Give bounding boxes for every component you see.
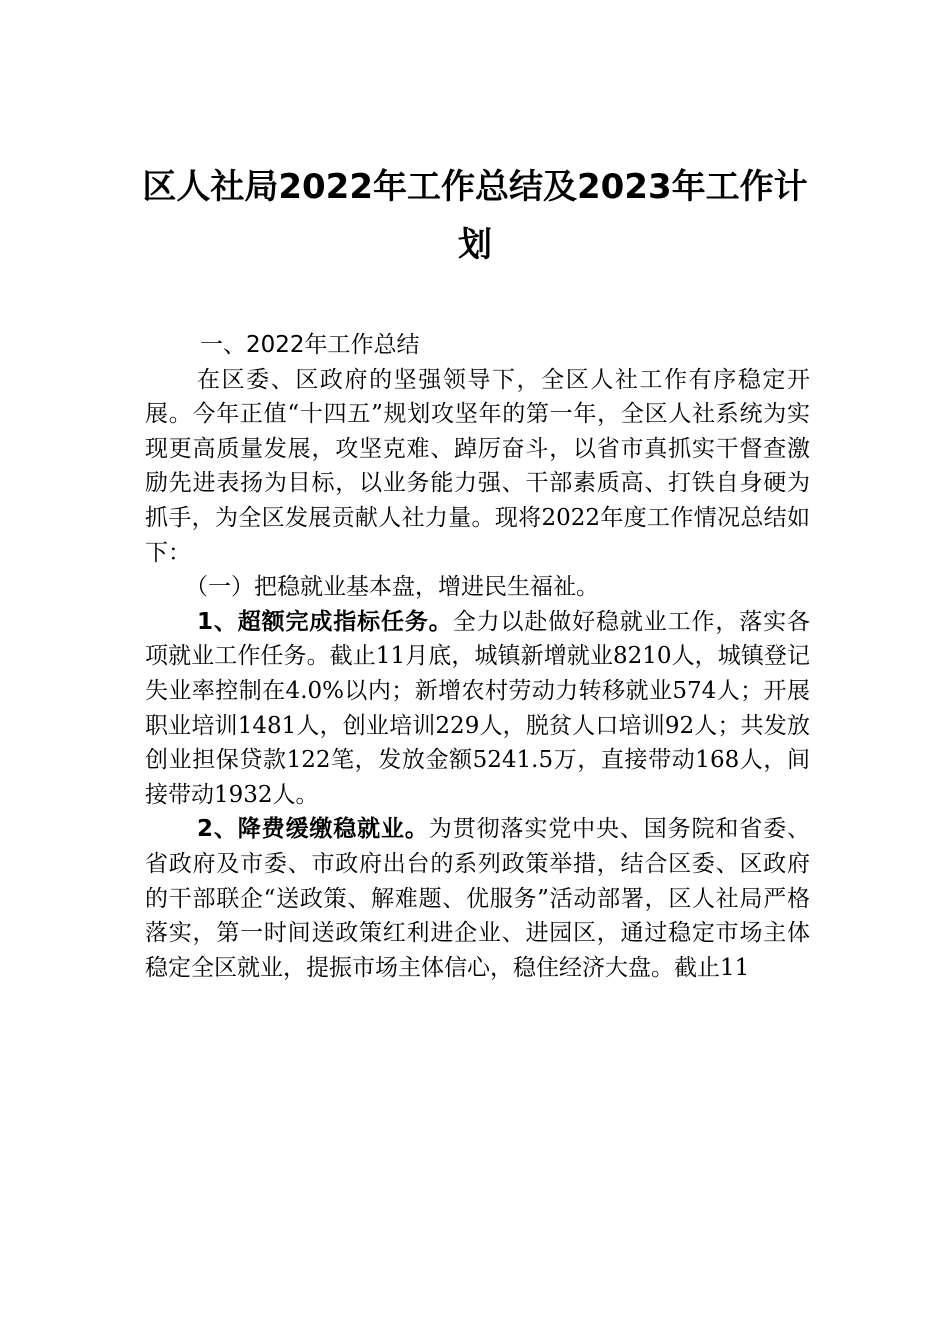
title-line-2: 划 <box>458 225 492 265</box>
title-line-1: 区人社局2022年工作总结及2023年工作计 <box>142 167 808 207</box>
section-heading: 一、2022年工作总结 <box>200 332 420 358</box>
item-1-text: 全力以赴做好稳就业工作，落实各项就业工作任务。截止11月底，城镇新增就业8210人，城镇登记失业率控制在4.0%以内；新增农村劳动力转移就业574人；开展职业培训1481人，创业培训229人，脱贫人口培训92人；共发放创业担保贷款122笔，发放金额5241.5万，直接带动168人，间接带动1932人。 <box>145 608 810 808</box>
intro-paragraph: 在区委、区政府的坚强领导下，全区人社工作有序稳定开展。今年正值“十四五”规划攻坚年的第一年，全区人社系统为实现更高质量发展，攻坚克难、踔厉奋斗，以省市真抓实干督查激励先进表扬为目标，以业务能力强、干部素质高、打铁自身硬为抓手，为全区发展贡献人社力量。现将2022年度工作情况总结如下： <box>145 366 810 566</box>
item-2-text: 为贯彻落实党中央、国务院和省委、省政府及市委、市政府出台的系列政策举措，结合区委、区政府的干部联企“送政策、解难题、优服务”活动部署，区人社局严格落实，第一时间送政策红利进企业、进园区，通过稳定市场主体稳定全区就业，提振市场主体信心，稳住经济大盘。截止11 <box>145 816 811 981</box>
document-title <box>140 158 810 274</box>
item-1-paragraph <box>145 605 810 813</box>
document-body <box>145 328 810 985</box>
item-2-lead: 2、降费缓缴稳就业。 <box>197 816 429 843</box>
item-1-lead: 1、超额完成指标任务。 <box>197 608 453 635</box>
item-2-paragraph <box>145 812 810 985</box>
subsection-heading: （一）把稳就业基本盘，增进民生福祉。 <box>185 574 599 601</box>
